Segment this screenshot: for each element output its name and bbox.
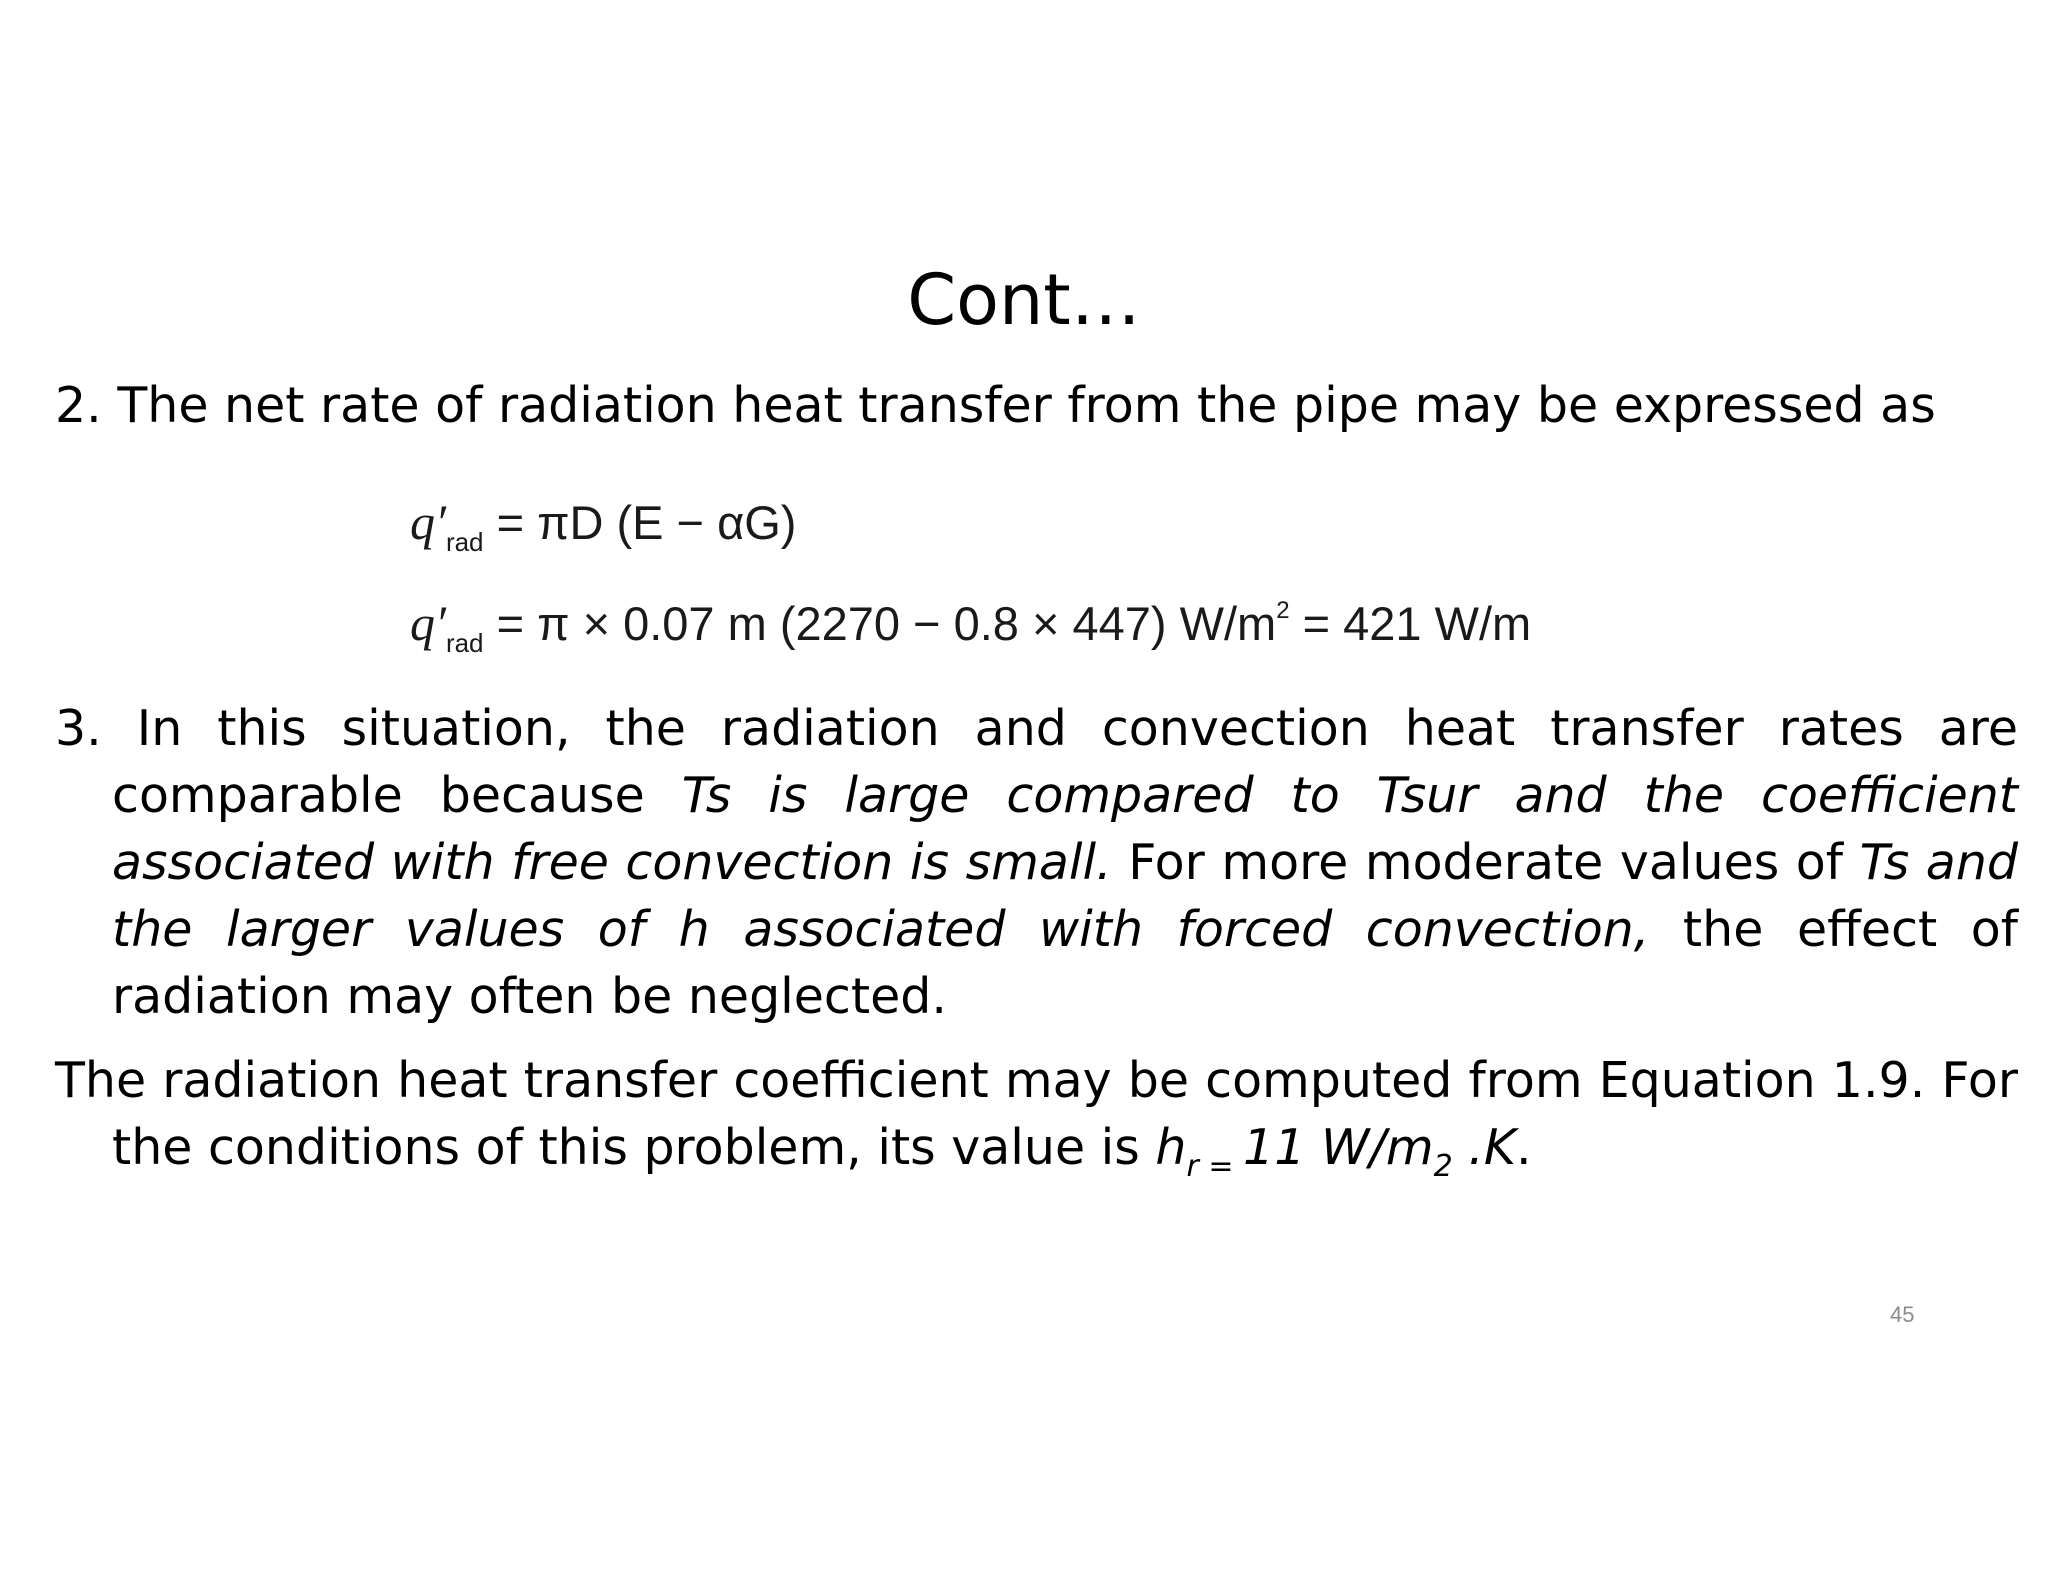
- point-4-units-tail: .K: [1452, 1119, 1517, 1176]
- point-4-value: 11 W/m: [1243, 1119, 1434, 1176]
- equation-2: [410, 581, 1531, 673]
- point-3-italic-2: Ts and the larger values of h associated with forced convection,: [112, 834, 2018, 958]
- point-3-paragraph: [55, 695, 2018, 1030]
- point-4-lead: The radiation heat transfer coefficient may be computed from Equation 1.9. For the conditions of this problem, its value is: [55, 1052, 2018, 1176]
- eq1-rhs: = πD (E − αG): [496, 496, 797, 549]
- point-3-lead: 3. In this situation, the radiation and convection heat transfer rates are comparable because: [55, 700, 2018, 824]
- point-4-h-sub: r =: [1186, 1149, 1244, 1184]
- eq2-rhs-a: = π × 0.07 m (2270 − 0.8 × 447) W/m: [496, 597, 1277, 650]
- point-4-value-sub: 2: [1433, 1149, 1453, 1184]
- eq2-rhs-b: = 421 W/m: [1289, 597, 1532, 650]
- page-number: 45: [1890, 1302, 1915, 1327]
- eq2-rhs-sup: 2: [1276, 597, 1290, 624]
- point-3-italic-1: Ts is large compared to Tsur and the coefficient associated with free convection is small.: [112, 767, 2018, 891]
- eq1-lhs-var: q′: [410, 494, 446, 550]
- point-4-h: h: [1155, 1119, 1187, 1176]
- slide-title: Cont…: [907, 259, 1141, 341]
- point-3-tail: the effect of radiation may often be neglected.: [112, 901, 2019, 1025]
- point-4-end: .: [1516, 1119, 1532, 1176]
- eq1-lhs-sub: rad: [445, 527, 484, 557]
- point-4-paragraph: [55, 1047, 2018, 1200]
- equation-1: [410, 492, 796, 572]
- eq2-lhs-var: q′: [410, 595, 446, 651]
- point-3-mid: For more moderate values of: [1111, 834, 1860, 891]
- eq2-lhs-sub: rad: [445, 628, 484, 658]
- point-2-text: 2. The net rate of radiation heat transfer from the pipe may be expressed as: [55, 377, 1936, 434]
